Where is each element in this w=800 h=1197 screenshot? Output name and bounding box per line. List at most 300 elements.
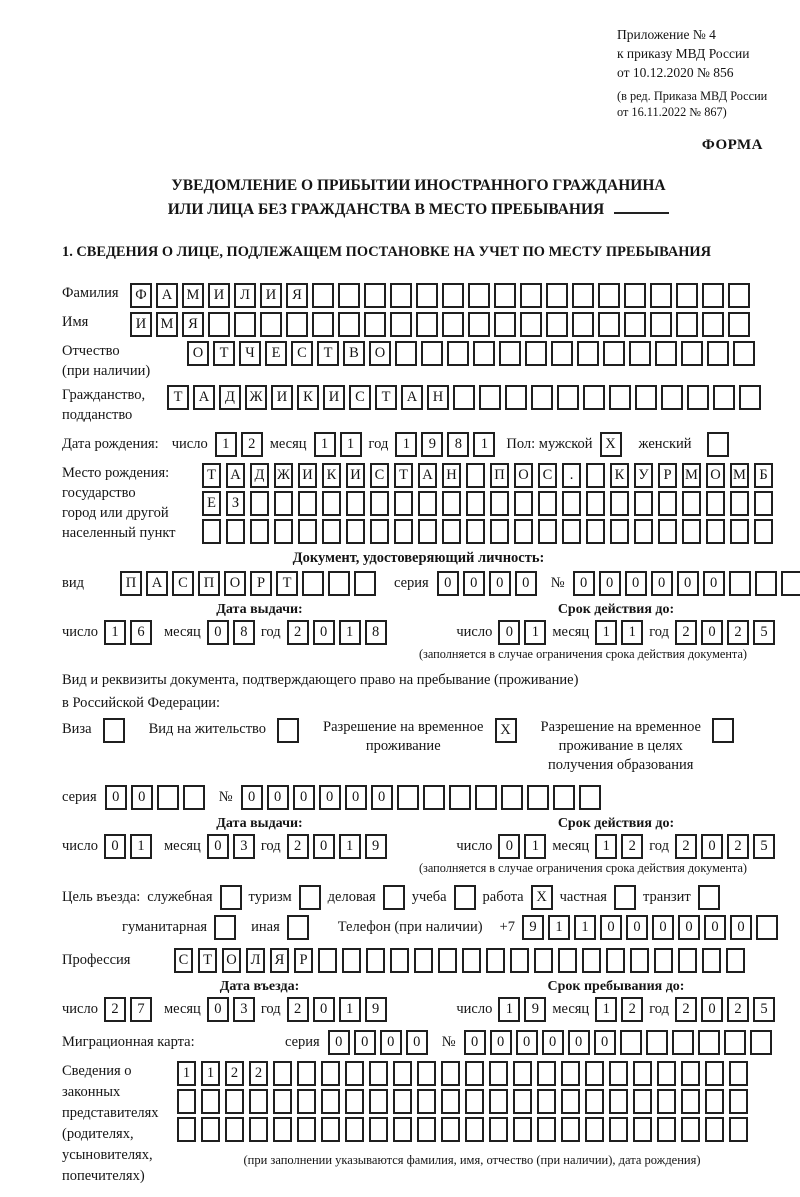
char-cell[interactable] — [494, 312, 516, 337]
char-cell[interactable]: 1 — [473, 432, 495, 457]
char-cell[interactable] — [561, 1061, 580, 1086]
char-cell[interactable] — [537, 1117, 556, 1142]
char-cell[interactable]: 1 — [339, 620, 361, 645]
char-cell[interactable] — [733, 341, 755, 366]
char-cell[interactable] — [273, 1089, 292, 1114]
char-cell[interactable] — [312, 283, 334, 308]
char-cell[interactable] — [537, 1089, 556, 1114]
char-cell[interactable] — [729, 1117, 748, 1142]
purpose-other-checkbox[interactable] — [287, 915, 309, 940]
char-cell[interactable] — [538, 519, 557, 544]
char-cell[interactable] — [510, 948, 529, 973]
char-cell[interactable] — [586, 519, 605, 544]
char-cell[interactable] — [183, 785, 205, 810]
char-cell[interactable] — [201, 1117, 220, 1142]
char-cell[interactable] — [702, 283, 724, 308]
char-cell[interactable]: 0 — [313, 620, 335, 645]
char-cell[interactable]: 0 — [437, 571, 459, 596]
char-cell[interactable] — [273, 1061, 292, 1086]
char-cell[interactable]: 2 — [727, 997, 749, 1022]
char-cell[interactable]: М — [156, 312, 178, 337]
char-cell[interactable] — [724, 1030, 746, 1055]
char-cell[interactable] — [465, 1089, 484, 1114]
char-cell[interactable]: 0 — [498, 834, 520, 859]
purpose-work-checkbox[interactable]: X — [531, 885, 553, 910]
char-cell[interactable]: 0 — [701, 834, 723, 859]
char-cell[interactable]: А — [226, 463, 245, 488]
char-cell[interactable]: А — [401, 385, 423, 410]
char-cell[interactable]: А — [418, 463, 437, 488]
char-cell[interactable]: 2 — [675, 620, 697, 645]
char-cell[interactable]: 3 — [233, 834, 255, 859]
char-cell[interactable] — [657, 1061, 676, 1086]
char-cell[interactable]: 6 — [130, 620, 152, 645]
purpose-business-checkbox[interactable] — [383, 885, 405, 910]
char-cell[interactable]: Т — [202, 463, 221, 488]
char-cell[interactable] — [781, 571, 800, 596]
char-cell[interactable]: Н — [442, 463, 461, 488]
char-cell[interactable]: 1 — [498, 997, 520, 1022]
char-cell[interactable] — [338, 283, 360, 308]
char-cell[interactable]: 0 — [600, 915, 622, 940]
char-cell[interactable]: 0 — [573, 571, 595, 596]
char-cell[interactable] — [208, 312, 230, 337]
char-cell[interactable] — [513, 1117, 532, 1142]
char-cell[interactable]: 2 — [675, 834, 697, 859]
char-cell[interactable] — [489, 1117, 508, 1142]
char-cell[interactable]: С — [291, 341, 313, 366]
char-cell[interactable] — [338, 312, 360, 337]
char-cell[interactable] — [609, 385, 631, 410]
char-cell[interactable] — [525, 341, 547, 366]
purpose-private-checkbox[interactable] — [614, 885, 636, 910]
char-cell[interactable] — [728, 312, 750, 337]
char-cell[interactable] — [729, 1089, 748, 1114]
char-cell[interactable]: 5 — [753, 620, 775, 645]
char-cell[interactable] — [441, 1089, 460, 1114]
char-cell[interactable]: Я — [270, 948, 289, 973]
char-cell[interactable] — [585, 1061, 604, 1086]
char-cell[interactable] — [579, 785, 601, 810]
char-cell[interactable] — [754, 519, 773, 544]
char-cell[interactable]: 0 — [542, 1030, 564, 1055]
char-cell[interactable] — [418, 491, 437, 516]
char-cell[interactable] — [702, 312, 724, 337]
char-cell[interactable] — [624, 312, 646, 337]
char-cell[interactable] — [633, 1061, 652, 1086]
char-cell[interactable] — [225, 1089, 244, 1114]
char-cell[interactable]: 2 — [621, 834, 643, 859]
char-cell[interactable] — [505, 385, 527, 410]
char-cell[interactable]: Т — [317, 341, 339, 366]
char-cell[interactable]: 0 — [267, 785, 289, 810]
char-cell[interactable]: 7 — [130, 997, 152, 1022]
char-cell[interactable] — [650, 312, 672, 337]
char-cell[interactable] — [468, 312, 490, 337]
char-cell[interactable] — [321, 1089, 340, 1114]
char-cell[interactable] — [513, 1061, 532, 1086]
char-cell[interactable]: 0 — [104, 834, 126, 859]
char-cell[interactable] — [393, 1089, 412, 1114]
char-cell[interactable]: 0 — [704, 915, 726, 940]
char-cell[interactable] — [646, 1030, 668, 1055]
char-cell[interactable] — [682, 491, 701, 516]
char-cell[interactable] — [633, 1117, 652, 1142]
char-cell[interactable] — [260, 312, 282, 337]
char-cell[interactable]: Я — [182, 312, 204, 337]
char-cell[interactable]: Ж — [274, 463, 293, 488]
residence-permit-checkbox[interactable] — [277, 718, 299, 743]
char-cell[interactable] — [661, 385, 683, 410]
char-cell[interactable]: О — [706, 463, 725, 488]
char-cell[interactable] — [417, 1089, 436, 1114]
char-cell[interactable] — [421, 341, 443, 366]
char-cell[interactable]: 0 — [701, 997, 723, 1022]
char-cell[interactable]: О — [514, 463, 533, 488]
char-cell[interactable]: 0 — [677, 571, 699, 596]
char-cell[interactable]: 0 — [489, 571, 511, 596]
char-cell[interactable] — [274, 519, 293, 544]
char-cell[interactable]: 2 — [287, 620, 309, 645]
char-cell[interactable]: А — [156, 283, 178, 308]
char-cell[interactable]: 1 — [548, 915, 570, 940]
char-cell[interactable]: 2 — [225, 1061, 244, 1086]
char-cell[interactable] — [390, 312, 412, 337]
char-cell[interactable] — [370, 491, 389, 516]
char-cell[interactable] — [585, 1117, 604, 1142]
char-cell[interactable] — [394, 491, 413, 516]
char-cell[interactable]: 1 — [524, 834, 546, 859]
char-cell[interactable] — [562, 491, 581, 516]
char-cell[interactable]: 1 — [340, 432, 362, 457]
char-cell[interactable] — [318, 948, 337, 973]
char-cell[interactable] — [681, 1061, 700, 1086]
char-cell[interactable] — [610, 491, 629, 516]
char-cell[interactable] — [442, 283, 464, 308]
char-cell[interactable]: 1 — [314, 432, 336, 457]
char-cell[interactable] — [698, 1030, 720, 1055]
char-cell[interactable] — [634, 491, 653, 516]
char-cell[interactable] — [369, 1089, 388, 1114]
char-cell[interactable]: 9 — [421, 432, 443, 457]
char-cell[interactable] — [354, 571, 376, 596]
char-cell[interactable]: Е — [265, 341, 287, 366]
char-cell[interactable]: Д — [219, 385, 241, 410]
char-cell[interactable] — [713, 385, 735, 410]
char-cell[interactable] — [393, 1061, 412, 1086]
char-cell[interactable] — [274, 491, 293, 516]
char-cell[interactable]: Л — [246, 948, 265, 973]
char-cell[interactable] — [598, 283, 620, 308]
char-cell[interactable] — [322, 491, 341, 516]
char-cell[interactable]: 9 — [365, 834, 387, 859]
char-cell[interactable] — [603, 341, 625, 366]
char-cell[interactable] — [465, 1061, 484, 1086]
char-cell[interactable]: 0 — [319, 785, 341, 810]
char-cell[interactable]: А — [193, 385, 215, 410]
gender-female-checkbox[interactable] — [707, 432, 729, 457]
char-cell[interactable] — [531, 385, 553, 410]
char-cell[interactable]: 0 — [328, 1030, 350, 1055]
char-cell[interactable] — [364, 283, 386, 308]
char-cell[interactable] — [466, 463, 485, 488]
char-cell[interactable] — [561, 1117, 580, 1142]
char-cell[interactable]: И — [130, 312, 152, 337]
char-cell[interactable] — [416, 283, 438, 308]
char-cell[interactable] — [369, 1061, 388, 1086]
char-cell[interactable]: Т — [167, 385, 189, 410]
char-cell[interactable] — [494, 283, 516, 308]
char-cell[interactable] — [466, 491, 485, 516]
char-cell[interactable] — [342, 948, 361, 973]
char-cell[interactable]: Е — [202, 491, 221, 516]
char-cell[interactable]: Т — [276, 571, 298, 596]
char-cell[interactable] — [473, 341, 495, 366]
char-cell[interactable] — [468, 283, 490, 308]
char-cell[interactable] — [225, 1117, 244, 1142]
purpose-transit-checkbox[interactable] — [698, 885, 720, 910]
char-cell[interactable] — [582, 948, 601, 973]
char-cell[interactable] — [726, 948, 745, 973]
char-cell[interactable] — [681, 1089, 700, 1114]
char-cell[interactable] — [672, 1030, 694, 1055]
char-cell[interactable] — [298, 519, 317, 544]
char-cell[interactable]: Б — [754, 463, 773, 488]
char-cell[interactable] — [297, 1117, 316, 1142]
char-cell[interactable]: 1 — [574, 915, 596, 940]
char-cell[interactable] — [583, 385, 605, 410]
char-cell[interactable] — [553, 785, 575, 810]
char-cell[interactable] — [364, 312, 386, 337]
char-cell[interactable]: 0 — [626, 915, 648, 940]
char-cell[interactable] — [345, 1117, 364, 1142]
char-cell[interactable] — [706, 519, 725, 544]
char-cell[interactable]: И — [271, 385, 293, 410]
char-cell[interactable] — [226, 519, 245, 544]
char-cell[interactable] — [447, 341, 469, 366]
char-cell[interactable]: 2 — [241, 432, 263, 457]
char-cell[interactable]: 0 — [730, 915, 752, 940]
char-cell[interactable] — [157, 785, 179, 810]
char-cell[interactable]: О — [224, 571, 246, 596]
char-cell[interactable]: 0 — [463, 571, 485, 596]
char-cell[interactable] — [499, 341, 521, 366]
char-cell[interactable] — [650, 283, 672, 308]
purpose-official-checkbox[interactable] — [220, 885, 242, 910]
char-cell[interactable] — [486, 948, 505, 973]
char-cell[interactable] — [635, 385, 657, 410]
char-cell[interactable] — [369, 1117, 388, 1142]
char-cell[interactable] — [728, 283, 750, 308]
char-cell[interactable] — [370, 519, 389, 544]
temp-residence-checkbox[interactable]: X — [495, 718, 517, 743]
char-cell[interactable] — [417, 1117, 436, 1142]
char-cell[interactable]: Н — [427, 385, 449, 410]
char-cell[interactable]: 0 — [515, 571, 537, 596]
purpose-study-checkbox[interactable] — [454, 885, 476, 910]
char-cell[interactable] — [321, 1061, 340, 1086]
char-cell[interactable]: П — [120, 571, 142, 596]
char-cell[interactable]: 0 — [703, 571, 725, 596]
char-cell[interactable]: К — [322, 463, 341, 488]
char-cell[interactable]: 2 — [287, 997, 309, 1022]
char-cell[interactable] — [520, 283, 542, 308]
char-cell[interactable] — [557, 385, 579, 410]
char-cell[interactable] — [302, 571, 324, 596]
char-cell[interactable]: М — [730, 463, 749, 488]
char-cell[interactable] — [453, 385, 475, 410]
char-cell[interactable]: 0 — [498, 620, 520, 645]
char-cell[interactable] — [572, 283, 594, 308]
char-cell[interactable]: 1 — [201, 1061, 220, 1086]
char-cell[interactable] — [739, 385, 761, 410]
char-cell[interactable] — [390, 283, 412, 308]
char-cell[interactable]: 1 — [339, 997, 361, 1022]
char-cell[interactable]: 0 — [354, 1030, 376, 1055]
char-cell[interactable] — [658, 519, 677, 544]
char-cell[interactable]: О — [187, 341, 209, 366]
char-cell[interactable]: Л — [234, 283, 256, 308]
char-cell[interactable] — [249, 1089, 268, 1114]
char-cell[interactable]: 1 — [621, 620, 643, 645]
char-cell[interactable]: 1 — [104, 620, 126, 645]
char-cell[interactable] — [249, 1117, 268, 1142]
char-cell[interactable]: 2 — [621, 997, 643, 1022]
char-cell[interactable] — [678, 948, 697, 973]
char-cell[interactable] — [397, 785, 419, 810]
purpose-tourism-checkbox[interactable] — [299, 885, 321, 910]
char-cell[interactable]: 1 — [339, 834, 361, 859]
char-cell[interactable] — [201, 1089, 220, 1114]
char-cell[interactable] — [321, 1117, 340, 1142]
char-cell[interactable] — [520, 312, 542, 337]
char-cell[interactable]: 0 — [131, 785, 153, 810]
char-cell[interactable] — [466, 519, 485, 544]
char-cell[interactable] — [527, 785, 549, 810]
char-cell[interactable] — [629, 341, 651, 366]
char-cell[interactable] — [250, 491, 269, 516]
char-cell[interactable] — [572, 312, 594, 337]
char-cell[interactable]: 1 — [395, 432, 417, 457]
char-cell[interactable] — [610, 519, 629, 544]
char-cell[interactable] — [634, 519, 653, 544]
char-cell[interactable] — [441, 1061, 460, 1086]
char-cell[interactable]: 0 — [207, 620, 229, 645]
char-cell[interactable] — [729, 1061, 748, 1086]
char-cell[interactable]: 8 — [365, 620, 387, 645]
char-cell[interactable]: И — [323, 385, 345, 410]
char-cell[interactable] — [414, 948, 433, 973]
char-cell[interactable] — [705, 1117, 724, 1142]
char-cell[interactable]: С — [174, 948, 193, 973]
char-cell[interactable] — [234, 312, 256, 337]
char-cell[interactable]: 0 — [241, 785, 263, 810]
char-cell[interactable]: И — [298, 463, 317, 488]
char-cell[interactable]: 0 — [313, 997, 335, 1022]
char-cell[interactable] — [322, 519, 341, 544]
char-cell[interactable]: Т — [198, 948, 217, 973]
char-cell[interactable]: И — [260, 283, 282, 308]
char-cell[interactable] — [418, 519, 437, 544]
char-cell[interactable]: 9 — [365, 997, 387, 1022]
char-cell[interactable] — [346, 519, 365, 544]
char-cell[interactable]: 2 — [727, 620, 749, 645]
char-cell[interactable] — [687, 385, 709, 410]
char-cell[interactable] — [537, 1061, 556, 1086]
char-cell[interactable] — [658, 491, 677, 516]
char-cell[interactable] — [441, 1117, 460, 1142]
char-cell[interactable]: М — [682, 463, 701, 488]
char-cell[interactable]: 0 — [293, 785, 315, 810]
char-cell[interactable]: К — [297, 385, 319, 410]
char-cell[interactable] — [489, 1089, 508, 1114]
char-cell[interactable] — [345, 1061, 364, 1086]
char-cell[interactable] — [657, 1117, 676, 1142]
char-cell[interactable] — [177, 1117, 196, 1142]
char-cell[interactable] — [312, 312, 334, 337]
char-cell[interactable]: Д — [250, 463, 269, 488]
char-cell[interactable] — [546, 283, 568, 308]
char-cell[interactable]: С — [370, 463, 389, 488]
char-cell[interactable]: С — [349, 385, 371, 410]
char-cell[interactable] — [465, 1117, 484, 1142]
char-cell[interactable]: К — [610, 463, 629, 488]
char-cell[interactable] — [577, 341, 599, 366]
char-cell[interactable] — [702, 948, 721, 973]
char-cell[interactable] — [479, 385, 501, 410]
char-cell[interactable] — [416, 312, 438, 337]
char-cell[interactable]: 0 — [207, 834, 229, 859]
char-cell[interactable] — [442, 519, 461, 544]
char-cell[interactable]: С — [172, 571, 194, 596]
char-cell[interactable]: 0 — [371, 785, 393, 810]
char-cell[interactable]: 0 — [625, 571, 647, 596]
char-cell[interactable]: 1 — [595, 997, 617, 1022]
char-cell[interactable] — [730, 491, 749, 516]
char-cell[interactable]: 0 — [594, 1030, 616, 1055]
char-cell[interactable]: 0 — [701, 620, 723, 645]
char-cell[interactable] — [346, 491, 365, 516]
char-cell[interactable]: О — [222, 948, 241, 973]
char-cell[interactable] — [586, 491, 605, 516]
char-cell[interactable]: 1 — [595, 620, 617, 645]
char-cell[interactable]: 8 — [447, 432, 469, 457]
char-cell[interactable] — [681, 341, 703, 366]
char-cell[interactable]: Я — [286, 283, 308, 308]
char-cell[interactable] — [551, 341, 573, 366]
char-cell[interactable] — [676, 312, 698, 337]
char-cell[interactable] — [202, 519, 221, 544]
char-cell[interactable] — [534, 948, 553, 973]
char-cell[interactable]: 0 — [313, 834, 335, 859]
char-cell[interactable]: 2 — [104, 997, 126, 1022]
char-cell[interactable]: 1 — [215, 432, 237, 457]
char-cell[interactable]: 1 — [524, 620, 546, 645]
char-cell[interactable]: А — [146, 571, 168, 596]
char-cell[interactable]: 9 — [522, 915, 544, 940]
char-cell[interactable]: Ф — [130, 283, 152, 308]
char-cell[interactable]: И — [208, 283, 230, 308]
char-cell[interactable]: 0 — [568, 1030, 590, 1055]
char-cell[interactable] — [462, 948, 481, 973]
char-cell[interactable] — [489, 1061, 508, 1086]
char-cell[interactable] — [366, 948, 385, 973]
char-cell[interactable]: 9 — [524, 997, 546, 1022]
char-cell[interactable]: Т — [394, 463, 413, 488]
char-cell[interactable] — [514, 519, 533, 544]
char-cell[interactable] — [449, 785, 471, 810]
char-cell[interactable] — [286, 312, 308, 337]
